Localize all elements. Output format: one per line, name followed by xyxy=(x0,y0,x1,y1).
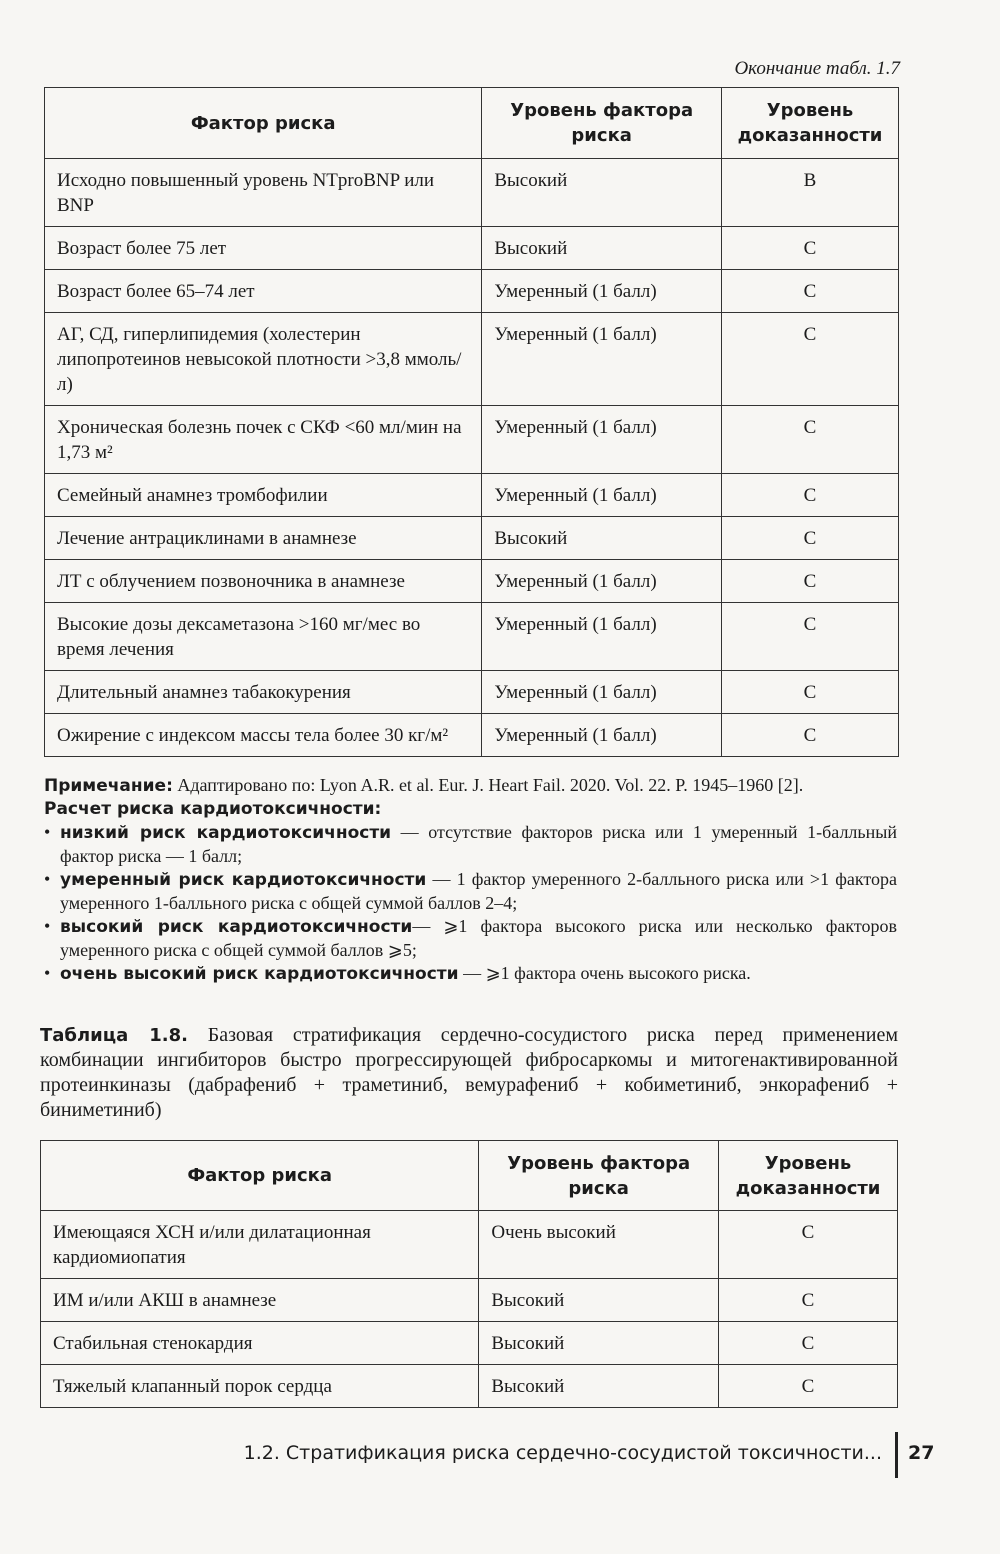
cell-evidence: C xyxy=(722,517,899,560)
cell-level: Очень высокий xyxy=(479,1211,719,1279)
bullet-icon: • xyxy=(44,916,51,936)
cell-factor: Длительный анамнез табакокурения xyxy=(45,671,482,714)
header-risk-factor: Фактор риска xyxy=(45,88,482,159)
cell-factor: Хроническая болезнь почек с СКФ <60 мл/мин на 1,73 м² xyxy=(45,406,482,474)
cell-evidence: C xyxy=(722,406,899,474)
table-header-row xyxy=(41,1141,898,1211)
cell-factor: Стабильная стенокардия xyxy=(41,1322,479,1365)
cell-factor: Тяжелый клапанный порок сердца xyxy=(41,1365,479,1408)
page-number: 27 xyxy=(908,1442,935,1464)
table-row xyxy=(45,474,899,517)
risk-calc-list xyxy=(44,821,897,986)
cell-evidence: C xyxy=(719,1365,898,1408)
cell-factor: Семейный анамнез тромбофилии xyxy=(45,474,482,517)
cell-evidence: C xyxy=(719,1322,898,1365)
list-item xyxy=(44,962,897,986)
cell-evidence: C xyxy=(722,560,899,603)
table-row xyxy=(45,671,899,714)
table-row xyxy=(41,1279,898,1322)
cell-evidence: C xyxy=(722,227,899,270)
table-row xyxy=(45,603,899,671)
cell-factor: Имеющаяся ХСН и/или дилатационная кардиомиопатия xyxy=(41,1211,479,1279)
cell-evidence: C xyxy=(722,270,899,313)
cell-factor: Лечение антрациклинами в анамнезе xyxy=(45,517,482,560)
bullet-icon: • xyxy=(44,963,51,983)
cell-level: Умеренный (1 балл) xyxy=(482,406,722,474)
bullet-icon: • xyxy=(44,822,51,842)
continuation-note: Окончание табл. 1.7 xyxy=(734,58,900,79)
caption-label: Таблица 1.8. xyxy=(40,1025,188,1046)
list-item xyxy=(44,868,897,915)
footer-divider xyxy=(895,1432,898,1478)
table-1-8-caption xyxy=(40,1023,898,1123)
cell-evidence: B xyxy=(722,159,899,227)
table-header-row xyxy=(45,88,899,159)
cell-factor: Возраст более 75 лет xyxy=(45,227,482,270)
cell-evidence: C xyxy=(722,474,899,517)
table-row xyxy=(45,560,899,603)
list-item xyxy=(44,821,897,868)
notes-block xyxy=(44,774,897,986)
cell-evidence: C xyxy=(722,603,899,671)
cell-factor: АГ, СД, гиперлипидемия (холестерин липопротеинов невысокой плотности >3,8 ммоль/л) xyxy=(45,313,482,406)
table-row xyxy=(45,159,899,227)
cell-level: Умеренный (1 балл) xyxy=(482,560,722,603)
note-label: Примечание: xyxy=(44,776,173,796)
cell-factor: Высокие дозы дексаметазона >160 мг/мес во время лечения xyxy=(45,603,482,671)
header-evidence-level: Уровень доказанности xyxy=(719,1141,898,1211)
table-row xyxy=(45,270,899,313)
risk-text: — ⩾1 фактора очень высокого риска. xyxy=(458,963,751,983)
cell-level: Высокий xyxy=(479,1322,719,1365)
table-row xyxy=(41,1322,898,1365)
note-paragraph xyxy=(44,774,897,798)
risk-term: высокий риск кардиотоксичности xyxy=(60,917,413,937)
table-row xyxy=(45,313,899,406)
cell-evidence: C xyxy=(719,1211,898,1279)
cell-level: Умеренный (1 балл) xyxy=(482,671,722,714)
risk-term: низкий риск кардиотоксичности xyxy=(60,823,392,843)
table-row xyxy=(45,406,899,474)
header-risk-level: Уровень фактора риска xyxy=(479,1141,719,1211)
table-row xyxy=(45,714,899,757)
risk-text: — 1 фактор умеренного 2-балльного риска или >1 фактора умеренного 1-балльного риска с общей суммой баллов 2–4; xyxy=(60,869,897,913)
cell-evidence: C xyxy=(722,671,899,714)
cell-factor: ЛТ с облучением позвоночника в анамнезе xyxy=(45,560,482,603)
table-row xyxy=(45,227,899,270)
risk-text: — отсутствие факторов риска или 1 умеренный 1-балльный фактор риска — 1 балл; xyxy=(60,822,897,866)
table-row xyxy=(41,1211,898,1279)
note-text: Адаптировано по: Lyon A.R. et al. Eur. J. Heart Fail. 2020. Vol. 22. P. 1945–1960 [2]. xyxy=(177,775,804,795)
cell-level: Высокий xyxy=(482,517,722,560)
risk-text: — ⩾1 фактора высокого риска или несколько факторов умеренного риска с общей суммой баллов ⩾5; xyxy=(60,916,897,960)
cell-factor: Ожирение с индексом массы тела более 30 кг/м² xyxy=(45,714,482,757)
risk-term: очень высокий риск кардиотоксичности xyxy=(60,964,459,984)
cell-evidence: C xyxy=(722,313,899,406)
cell-factor: ИМ и/или АКШ в анамнезе xyxy=(41,1279,479,1322)
table-1-8 xyxy=(40,1140,898,1408)
risk-calc-heading: Расчет риска кардиотоксичности: xyxy=(44,799,382,819)
list-item xyxy=(44,915,897,962)
cell-level: Умеренный (1 балл) xyxy=(482,313,722,406)
table-row xyxy=(41,1365,898,1408)
cell-level: Умеренный (1 балл) xyxy=(482,603,722,671)
header-evidence-level: Уровень доказанности xyxy=(722,88,899,159)
caption-text: Базовая стратификация сердечно-сосудистого риска перед применением комбинации ингибиторов быстро прогрессирующей фибросаркомы и митогенактивированной протеинкиназы (дабрафениб + траметиниб, вемурафениб + кобиметиниб, энкорафениб + биниметиниб) xyxy=(40,1024,898,1121)
cell-factor: Исходно повышенный уровень NTproBNP или BNP xyxy=(45,159,482,227)
cell-level: Умеренный (1 балл) xyxy=(482,714,722,757)
cell-level: Умеренный (1 балл) xyxy=(482,270,722,313)
header-risk-level: Уровень фактора риска xyxy=(482,88,722,159)
table-row xyxy=(45,517,899,560)
risk-term: умеренный риск кардиотоксичности xyxy=(60,870,427,890)
cell-level: Высокий xyxy=(479,1365,719,1408)
cell-level: Умеренный (1 балл) xyxy=(482,474,722,517)
cell-level: Высокий xyxy=(482,159,722,227)
table-1-7 xyxy=(44,87,899,757)
bullet-icon: • xyxy=(44,869,51,889)
cell-factor: Возраст более 65–74 лет xyxy=(45,270,482,313)
cell-level: Высокий xyxy=(482,227,722,270)
running-title: 1.2. Стратификация риска сердечно-сосудистой токсичности... xyxy=(243,1442,882,1464)
cell-evidence: C xyxy=(719,1279,898,1322)
cell-evidence: C xyxy=(722,714,899,757)
header-risk-factor: Фактор риска xyxy=(41,1141,479,1211)
cell-level: Высокий xyxy=(479,1279,719,1322)
